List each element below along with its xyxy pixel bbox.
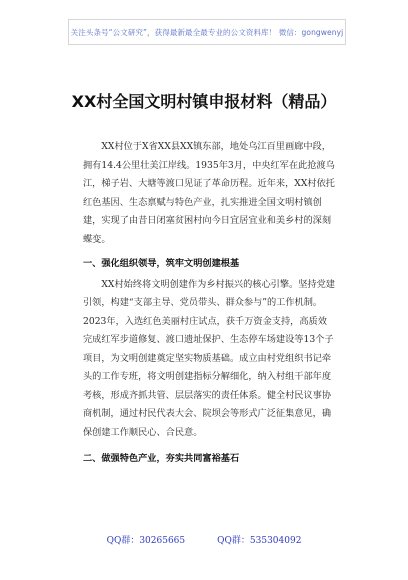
intro-paragraph: XX村位于X省XX县XX镇东部，地处乌江百里画廊中段，拥有14.4公里壮美江岸线。1935年3月，中央红军在此抢渡乌江，梯子岩、大塘等渡口见证了革命历程。近年来，XX村依托红色基因、生态禀赋与特色产业，扎实推进全国文明村镇创建，实现了由昔日闭塞贫困村向今日宜居宜业和美乡村的深刻蝶变。 — [83, 141, 335, 245]
section-1-heading: 一、强化组织领导，筑牢文明创建根基 — [83, 258, 240, 269]
footer-qq-group-1: QQ群：30265665 — [106, 536, 186, 546]
header-notice-text: 关注头条号“公文研究”，获得最新最全最专业的公文资料库！ 微信：gongwenyj — [70, 27, 344, 37]
section-2-heading: 二、做强特色产业，夯实共同富裕基石 — [83, 453, 240, 464]
section-1-paragraph: XX村始终将文明创建作为乡村振兴的核心引擎。坚持党建引领，构建“支部主导、党员带头、群众参与”的工作机制。2023年，入选红色美丽村庄试点，获千万资金支持，高质效完成红军步道修复、渡口遗址保护、生态停车场建设等13个子项目，为文明创建奠定坚实物质基础。成立由村党组织书记牵头的工作专班，将文明创建指标分解细化，纳入村组干部年度考核，形成齐抓共管、层层落实的责任体系。健全村民议事协商机制，通过村民代表大会、院坝会等形式广泛征集意见，确保创建工作顺民心、合民意。 — [83, 278, 335, 438]
footer-qq-group-2: QQ群：535304092 — [217, 536, 302, 546]
document-body — [83, 138, 335, 471]
document-title: XX村全国文明村镇申报材料（精品） — [71, 92, 337, 111]
header-notice-box — [68, 19, 346, 45]
footer — [0, 533, 408, 546]
